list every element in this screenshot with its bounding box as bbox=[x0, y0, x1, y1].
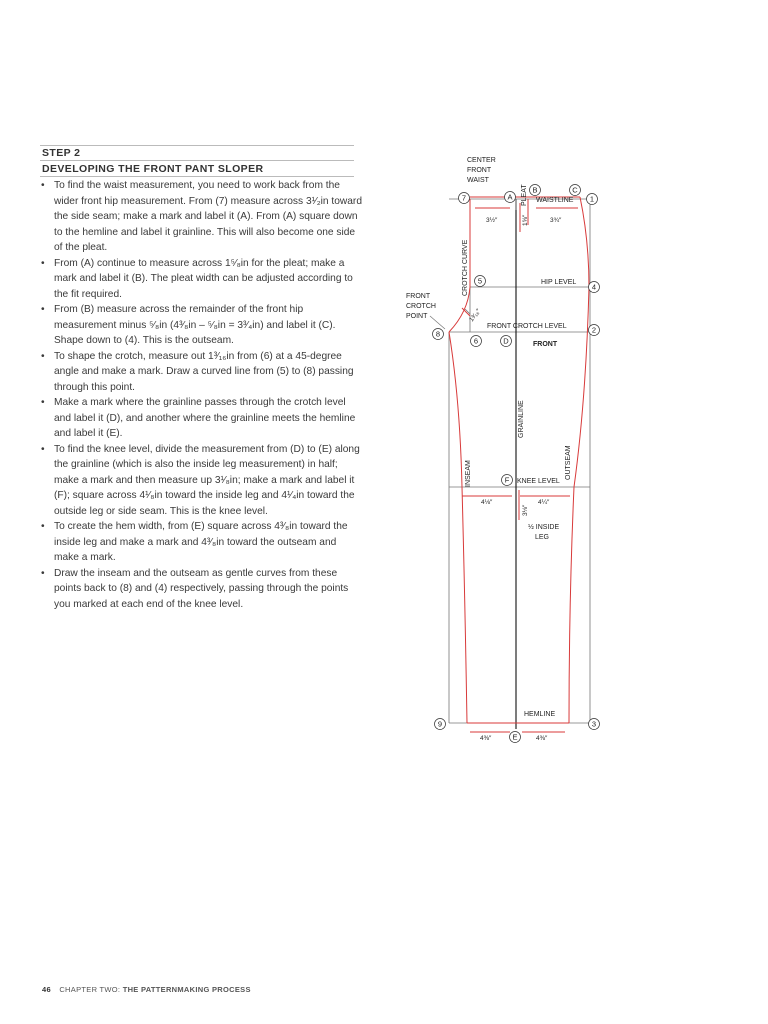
instruction-item: • Make a mark where the grainline passes through the crotch level and label it (D), and another where the grainline meets the hemline and label it (E). bbox=[40, 395, 362, 442]
point-label: F bbox=[504, 475, 510, 485]
measurement-label: 4⅜″ bbox=[536, 735, 548, 742]
instruction-item: • From (B) measure across the remainder of the front hip measurement minus ⁵⁄₈in (4³⁄₈in – ⁵⁄₈in = 3³⁄₄in) and label it (C). Shape down to (4). This is the outseam. bbox=[40, 302, 362, 349]
measurement-label: 3⅛″ bbox=[522, 504, 529, 516]
leader bbox=[430, 316, 445, 329]
leg-label: LEG bbox=[535, 534, 550, 541]
measurement-label: 3½″ bbox=[486, 217, 498, 224]
outseam-label: OUTSEAM bbox=[565, 445, 572, 480]
center-front-waist-label: WAIST bbox=[467, 177, 489, 184]
knee-level-label: KNEE LEVEL bbox=[517, 478, 560, 485]
point-label: A bbox=[507, 192, 513, 202]
point-label: 2 bbox=[591, 325, 597, 335]
page-number: 46 bbox=[42, 985, 51, 994]
instruction-item: • From (A) continue to measure across 1⁵⁄₈in for the pleat; make a mark and label it (B). The pleat width can be adjusted according to the fit required. bbox=[40, 256, 362, 303]
center-front-waist-label: FRONT bbox=[467, 167, 492, 174]
measurement-label: 1³⁄₁₆″ bbox=[468, 307, 483, 324]
pleat-label: PLEAT bbox=[521, 184, 528, 206]
point-label: D bbox=[503, 336, 509, 346]
hip-level-label: HIP LEVEL bbox=[541, 279, 577, 286]
point-label: 6 bbox=[473, 336, 479, 346]
instruction-item: • To shape the crotch, measure out 1³⁄₁₆in from (6) at a 45-degree angle and make a mark. Draw a curved line from (5) to (8) passing through this point. bbox=[40, 349, 362, 396]
instruction-item: • To find the knee level, divide the measurement from (D) to (E) along the grainline (which is also the inside leg measurement) in half; make a mark and then measure up 3¹⁄₈in; make a mark and label it (F); square across 4¹⁄₈in toward the inside leg and 4¹⁄₄in toward the outside leg or side seam. This is the knee level. bbox=[40, 442, 362, 520]
chapter-title: THE PATTERNMAKING PROCESS bbox=[122, 985, 251, 994]
measurement-label: 4¼″ bbox=[538, 499, 550, 506]
diagram-labels bbox=[406, 157, 576, 718]
section-heading: DEVELOPING THE FRONT PANT SLOPER bbox=[42, 163, 264, 175]
measurement-label: 1⅝″ bbox=[522, 214, 529, 226]
point-label: 3 bbox=[591, 719, 597, 729]
point-label: 7 bbox=[461, 193, 467, 203]
inseam-label: INSEAM bbox=[465, 460, 472, 487]
point-label: C bbox=[572, 185, 578, 195]
instruction-item: • To create the hem width, from (E) square across 4³⁄₈in toward the inside leg and make a mark and 4³⁄₈in toward the outseam and make a mark. bbox=[40, 519, 362, 566]
grainline-label: GRAINLINE bbox=[518, 400, 525, 438]
pattern-inseam bbox=[449, 332, 467, 723]
front-crotch-level-label: FRONT CROTCH LEVEL bbox=[487, 323, 567, 330]
front-crotch-point-label: CROTCH bbox=[406, 303, 436, 310]
page-footer bbox=[42, 985, 251, 994]
chapter-label: CHAPTER TWO: bbox=[59, 985, 121, 994]
crotch-curve-label: CROTCH CURVE bbox=[462, 239, 469, 296]
hemline-label: HEMLINE bbox=[524, 711, 556, 718]
pattern-hip-curve bbox=[580, 197, 589, 287]
point-label: E bbox=[512, 732, 518, 742]
point-label: 5 bbox=[477, 276, 483, 286]
pattern-outseam bbox=[569, 287, 589, 723]
point-label: 1 bbox=[589, 194, 595, 204]
step-label: STEP 2 bbox=[42, 147, 81, 159]
measurement-label: 4⅛″ bbox=[481, 499, 493, 506]
waistline-label: WAISTLINE bbox=[536, 197, 574, 204]
measurement-label: 4⅜″ bbox=[480, 735, 492, 742]
point-label: B bbox=[532, 185, 538, 195]
center-front-waist-label: CENTER bbox=[467, 157, 496, 164]
point-label: 4 bbox=[591, 282, 597, 292]
instruction-item: • Draw the inseam and the outseam as gentle curves from these points back to (8) and (4) respectively, passing through the points you marked at each end of the knee level. bbox=[40, 566, 362, 613]
half-inside-label: ½ INSIDE bbox=[528, 524, 560, 531]
front-label: FRONT bbox=[533, 341, 558, 348]
front-crotch-point-label: POINT bbox=[406, 313, 428, 320]
point-label: 8 bbox=[435, 329, 441, 339]
front-crotch-point-label: FRONT bbox=[406, 293, 431, 300]
point-label: 9 bbox=[437, 719, 443, 729]
measurement-label: 3¾″ bbox=[550, 217, 562, 224]
instruction-item: • To find the waist measurement, you need to work back from the wider front hip measurement. From (7) measure across 3¹⁄₂in toward the side seam; make a mark and label it (A). From (A) square down to the hemline and label it grainline. This will also become one side of the pleat. bbox=[40, 178, 362, 256]
